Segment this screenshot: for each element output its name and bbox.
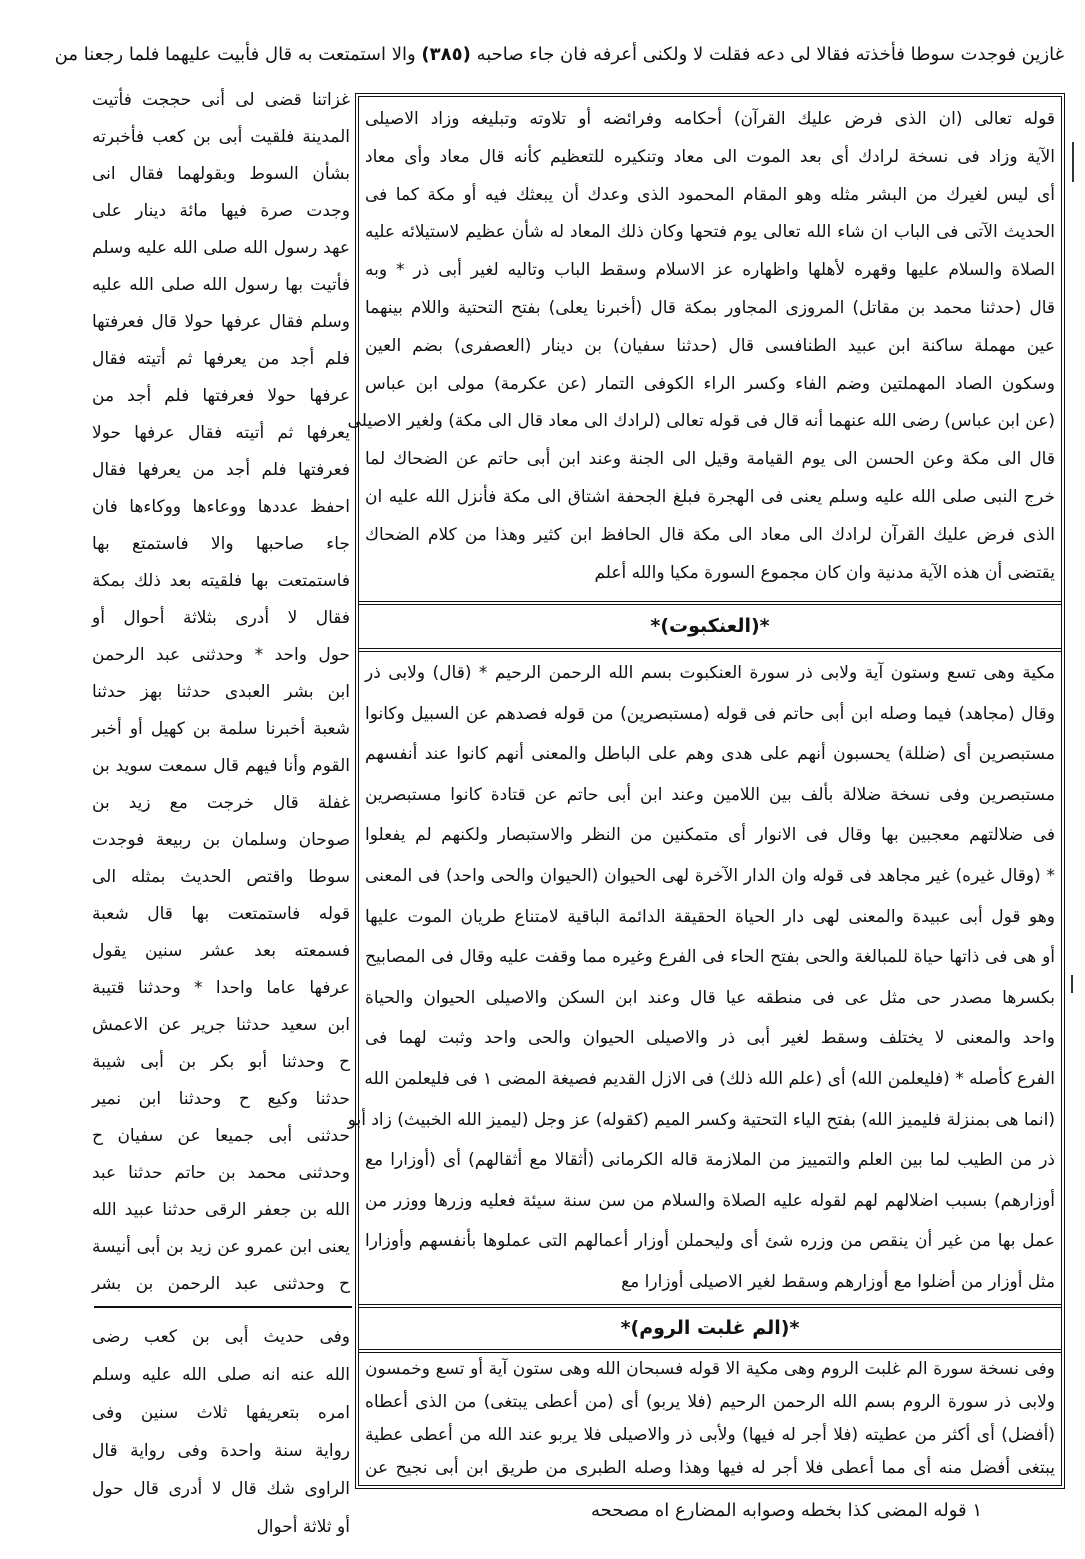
margin-note-line: الله عنه انه صلى الله عليه وسلم (92, 1365, 350, 1385)
margin-line: ح وحدثنا أبو بكر بن أبى شيبة (92, 1052, 350, 1072)
margin-note (92, 1318, 350, 1546)
margin-mark (1071, 975, 1073, 993)
commentary-line: قوله تعالى (ان الذى فرض عليك القرآن) أحكامه وفرائضه أو تلاوته وتبليغه وزاد الاصيلى (365, 109, 1055, 129)
commentary-line: بكسرها مصدر حى مثل عى فى منطقه عيا قال وعند ابن السكن والاصيلى الحيوان والحياة (365, 987, 1055, 1008)
commentary-line: واحد والمعنى لا يختلف وسقط لغير أبى ذر والاصيلى الحيوان والحى واحد وثبت لهما فى (365, 1028, 1055, 1049)
margin-line: شعبة أخبرنا سلمة بن كهيل أو أخبر (92, 719, 350, 739)
header-text-right: غازين فوجدت سوطا فأخذته فقالا لى دعه فقلت لا ولكنى أعرفه فان جاء صاحبه (476, 44, 1064, 65)
margin-line: فقال لا أدرى بثلاثة أحوال أو (92, 608, 350, 628)
commentary-line: يقتضى أن هذه الآية مدنية وان كان مجموع السورة مكيا والله أعلم (594, 562, 1055, 583)
margin-note-line: وفى حديث أبى بن كعب رضى (92, 1327, 350, 1347)
ankabut-section (347, 653, 1055, 1303)
margin-note-line: رواية سنة واحدة وفى رواية قال (92, 1441, 350, 1461)
margin-note-line: امره بتعريفها ثلاث سنين وفى (92, 1403, 350, 1423)
margin-line: سوطا واقتص الحديث بمثله الى (92, 867, 350, 887)
margin-line: قوله فاستمتعت بها قال شعبة (92, 904, 350, 924)
commentary-line: وهو قول أبى عبيدة والمعنى لهى دار الحياة الحقيقة الدائمة الباقية لامتناع طريان الموت عليها (365, 906, 1055, 927)
commentary-line: أو هى فى ذاتها حياة للمبالغة والحى بفتح الحاء فى الفرع وغيره مما وقفت عليه وقال فى المصابيح (365, 947, 1055, 968)
margin-note-line: الراوى شك قال لا أدرى قال حول (92, 1479, 350, 1499)
margin-divider (94, 1306, 352, 1308)
margin-line: فأتيت بها رسول الله صلى الله عليه (92, 275, 350, 295)
commentary-line: وفى نسخة سورة الم غلبت الروم وهى مكية الا قوله فسبحان الله وهى ستون آية أو تسع وخمسون (365, 1359, 1055, 1379)
commentary-line: وسكون الصاد المهملتين وضم الفاء وكسر الراء الكوفى التمار (عن عكرمة) مولى ابن عباس (365, 373, 1055, 394)
commentary-line: مستبصرين أى (ضللة) يحسبون أنهم على هدى وهم على الباطل والمعنى أنهم كانوا عند أنفسهم (365, 744, 1055, 765)
commentary-line: الآية وزاد فى نسخة لرادك أى بعد الموت الى معاد وتنكيره للتعظيم كأنه قال معاد وأى معاد (365, 146, 1055, 167)
margin-line: وجدت صرة فيها مائة دينار على (92, 201, 350, 221)
margin-line: غزاتنا قضى لى أنى حججت فأتيت (92, 90, 350, 110)
commentary-line: ذر من الطيب لما بين العلم والتمييز من الملازمة قاله الكرمانى (أثقالا مع أثقالهم) أى (أوزارا مع (365, 1150, 1055, 1171)
header-text-left: والا استمتعت به قال فأبيت عليهما فلما رجعنا من (54, 44, 416, 65)
margin-line: عهد رسول الله صلى الله عليه وسلم (92, 238, 350, 258)
commentary-line: الفرع كأصله * (فليعلمن الله) أى (علم الله ذلك) فى الازل القديم فصيغة المضى ١ فى فليعلمن الله (364, 1068, 1055, 1089)
margin-line: القوم وأنا فيهم قال سمعت سويد بن (92, 756, 350, 776)
qasas-section (347, 101, 1055, 592)
margin-line: ابن بشر العبدى حدثنا بهز حدثنا (92, 682, 350, 702)
margin-line: يعنى ابن عمرو عن زيد بن أبى أنيسة (92, 1237, 350, 1257)
margin-note-line: أو ثلاثة أحوال (256, 1517, 350, 1537)
commentary-line: أوزارهم) بسبب اضلالهم لهم لقوله عليه الصلاة والسلام من سن سنة سيئة فعليه وزرها ووزر من (365, 1190, 1055, 1211)
margin-line: عرفها حولا فعرفتها فلم أجد من (92, 386, 350, 406)
commentary-line: خرج النبى صلى الله عليه وسلم يعنى فى الهجرة فبلغ الجحفة اشتاق الى مكة فأنزل الله عليه ان (365, 486, 1055, 507)
margin-line: جاء صاحبها والا فاستمتع بها (92, 534, 350, 554)
margin-mark (1072, 142, 1074, 182)
commentary-line: (أفضل) أى أكثر من عطيته (فلا أجر له فيها) ولأبى ذر والاصيلى فلا يربو عند الله من أعطى عطية (365, 1425, 1055, 1445)
commentary-line: قال الى مكة وعن الحسن الى يوم القيامة وقيل الى الجنة وعند ابن أبى حاتم عن الضحاك لما (365, 449, 1055, 470)
margin-line: يعرفها ثم أتيته فقال عرفها حولا (92, 423, 350, 443)
commentary-line: فى ضلالتهم معجبين بها وقال فى الانوار أى متمكنين من النظر والاستبصار ولكنهم لم يفعلوا (365, 825, 1055, 846)
commentary-box (347, 93, 1065, 1489)
margin-line: حول واحد * وحدثنى عبد الرحمن (92, 645, 350, 665)
commentary-line: الصلاة والسلام عليها وقهره لأهلها واظهاره عز الاسلام وسقط الباب وتاليه لغير أبى ذر * وبه (365, 260, 1055, 281)
commentary-line: الذى فرض عليك القرآن لرادك الى معاد الى مكة قال الحافظ ابن كثير وهذا من كلام الضحاك (365, 524, 1055, 545)
commentary-line: وقال (مجاهد) فيما وصله ابن أبى حاتم فى قوله (مستبصرين) من قوله فصدهم عن السبيل وكانوا (365, 703, 1055, 724)
margin-line: ابن سعيد حدثنا جرير عن الاعمش (92, 1015, 350, 1035)
margin-line: فعرفتها فلم أجد من يعرفها فقال (92, 460, 350, 480)
commentary-line: مثل أوزار من أضلوا مع أوزارهم وسقط لغير الاصيلى أوزارا مع (621, 1271, 1055, 1292)
commentary-line: عين مهملة ساكنة ابن عبيد الطنافسى قال (حدثنا سفيان) بن دينار (العصفرى) بضم العين (365, 335, 1055, 356)
margin-line: فسمعته بعد عشر سنين يقول (92, 941, 350, 961)
commentary-line: ولابى ذر سورة الروم بسم الله الرحمن الرحيم (فلا يربو) أى (من أعطى يبتغى) من الذى أعطاه (365, 1392, 1055, 1412)
commentary-line: (انما هى بمنزلة فليميز الله) بفتح الياء التحتية وكسر الميم (كقوله) عز وجل (ليميز الله الخبيث) زاد أبو (347, 1109, 1055, 1130)
margin-line: المدينة فلقيت أبى بن كعب فأخبرته (92, 127, 350, 147)
margin-line: غفلة قال خرجت مع زيد بن (92, 793, 350, 813)
margin-line: عرفها عاما واحدا * وحدثنا قتيبة (92, 978, 350, 998)
rum-section (365, 1353, 1055, 1485)
page-number: (٣٨٥) (421, 44, 471, 65)
margin-line: وحدثنى محمد بن حاتم حدثنا عبد (92, 1163, 350, 1183)
commentary-line: قال (حدثنا محمد بن مقاتل) المروزى المجاور بمكة قال (أخبرنا يعلى) بفتح التحتية واللام بينهما (365, 297, 1055, 318)
margin-line: حدثنى أبى جميعا عن سفيان ح (92, 1126, 350, 1146)
margin-line: صوحان وسلمان بن ربيعة فوجدت (92, 830, 350, 850)
commentary-line: مكية وهى تسع وستون آية ولابى ذر سورة العنكبوت بسم الله الرحمن الرحيم * (قال) ولابى ذر (365, 663, 1055, 683)
surah-heading-rum: *(الم غلبت الروم)* (620, 1317, 800, 1339)
commentary-line: يبتغى أفضل منه أى مما أعطى فلا أجر له فيها وهذا وصله الطبرى من طريق ابن أبى نجيح عن (365, 1458, 1055, 1478)
running-header (54, 36, 1064, 74)
commentary-line: عمل بها من غير أن ينقص من وزره شئ أى وليحملن أوزار أعمالهم التى عملوها بأنفسهم وأوزارا (365, 1231, 1055, 1252)
commentary-line: (عن ابن عباس) رضى الله عنهما أنه قال فى قوله تعالى (لرادك الى معاد قال الى مكة) ولغير الاصيلى (347, 411, 1055, 432)
section-divider (359, 648, 1061, 652)
margin-line: فاستمتعت بها فلقيته بعد ذلك بمكة (92, 571, 350, 591)
margin-line: احفظ عددها ووعاءها ووكاءها فان (92, 497, 350, 517)
footnote: ١ قوله المضى كذا بخطه وصوابه المضارع اه مصححه (591, 1500, 982, 1521)
margin-column (92, 82, 350, 1303)
surah-heading-ankabut: *(العنكبوت)* (650, 615, 770, 637)
margin-line: فلم أجد من يعرفها ثم أتيته فقال (92, 349, 350, 369)
commentary-line: الحديث الآتى فى الباب ان شاء الله تعالى يوم فتحها وكان ذلك المعاد له شأن عظيم لاستيلائه عليه (365, 222, 1055, 243)
margin-line: وسلم فقال عرفها حولا قال فعرفتها (92, 312, 350, 332)
commentary-line: مستبصرين وفى نسخة ضلالة بألف بين اللامين وعند ابن أبى حاتم عن قتادة كانوا مستبصرين (365, 784, 1055, 805)
margin-line: حدثنا وكيع ح وحدثنا ابن نمير (92, 1089, 350, 1109)
commentary-line: أى ليس لغيرك من البشر مثله وهو المقام المحمود الذى وعدك أن يبعثك فيه أو مكة كما فى (365, 184, 1055, 205)
commentary-line: * (وقال غيره) غير مجاهد فى قوله وان الدار الآخرة لهى الحيوان (الحيوان والحى واحد) فى المعنى (365, 865, 1055, 886)
margin-line: بشأن السوط وبقولهما فقال انى (92, 164, 350, 184)
margin-line: ح وحدثنى عبد الرحمن بن بشر (92, 1274, 350, 1294)
section-divider (359, 1304, 1061, 1308)
margin-line: الله بن جعفر الرقى حدثنا عبيد الله (92, 1200, 350, 1220)
section-divider (359, 601, 1061, 605)
